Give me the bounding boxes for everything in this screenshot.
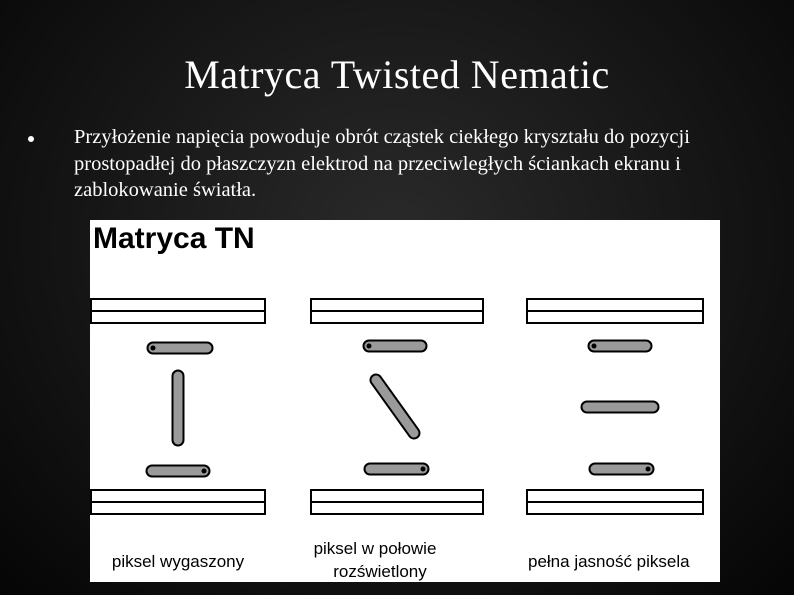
tn-matrix-diagram: [90, 220, 720, 582]
bottom-electrode-plate: [311, 490, 483, 514]
bottom-electrode-plate: [91, 490, 265, 514]
bottom-electrode-plate: [527, 490, 703, 514]
caption-half-lit-line-2: rozświetlony: [333, 562, 427, 581]
column-half-lit-pixel: [311, 299, 483, 581]
column-full-brightness-pixel: [527, 299, 703, 571]
top-electrode-plate: [91, 299, 265, 323]
top-electrode-plate: [311, 299, 483, 323]
tn-diagram-svg: [90, 220, 720, 582]
top-electrode-plate: [527, 299, 703, 323]
caption-dark-pixel: piksel wygaszony: [111, 552, 245, 571]
caption-full-brightness: pełna jasność piksela: [528, 552, 690, 571]
column-dark-pixel: [91, 299, 265, 571]
caption-half-lit-line-1: piksel w połowie: [313, 539, 437, 558]
diagram-heading: Matryca TN: [93, 222, 255, 255]
slide-title: Matryca Twisted Nematic: [184, 52, 610, 97]
bullet-text: Przyłożenie napięcia powoduje obrót cząstek ciekłego kryształu do pozycji prostopadłej do płaszczyzn elektrod na przeciwległych ściankach ekranu i zablokowanie światła.: [74, 126, 690, 201]
bullet-marker: [28, 136, 34, 142]
